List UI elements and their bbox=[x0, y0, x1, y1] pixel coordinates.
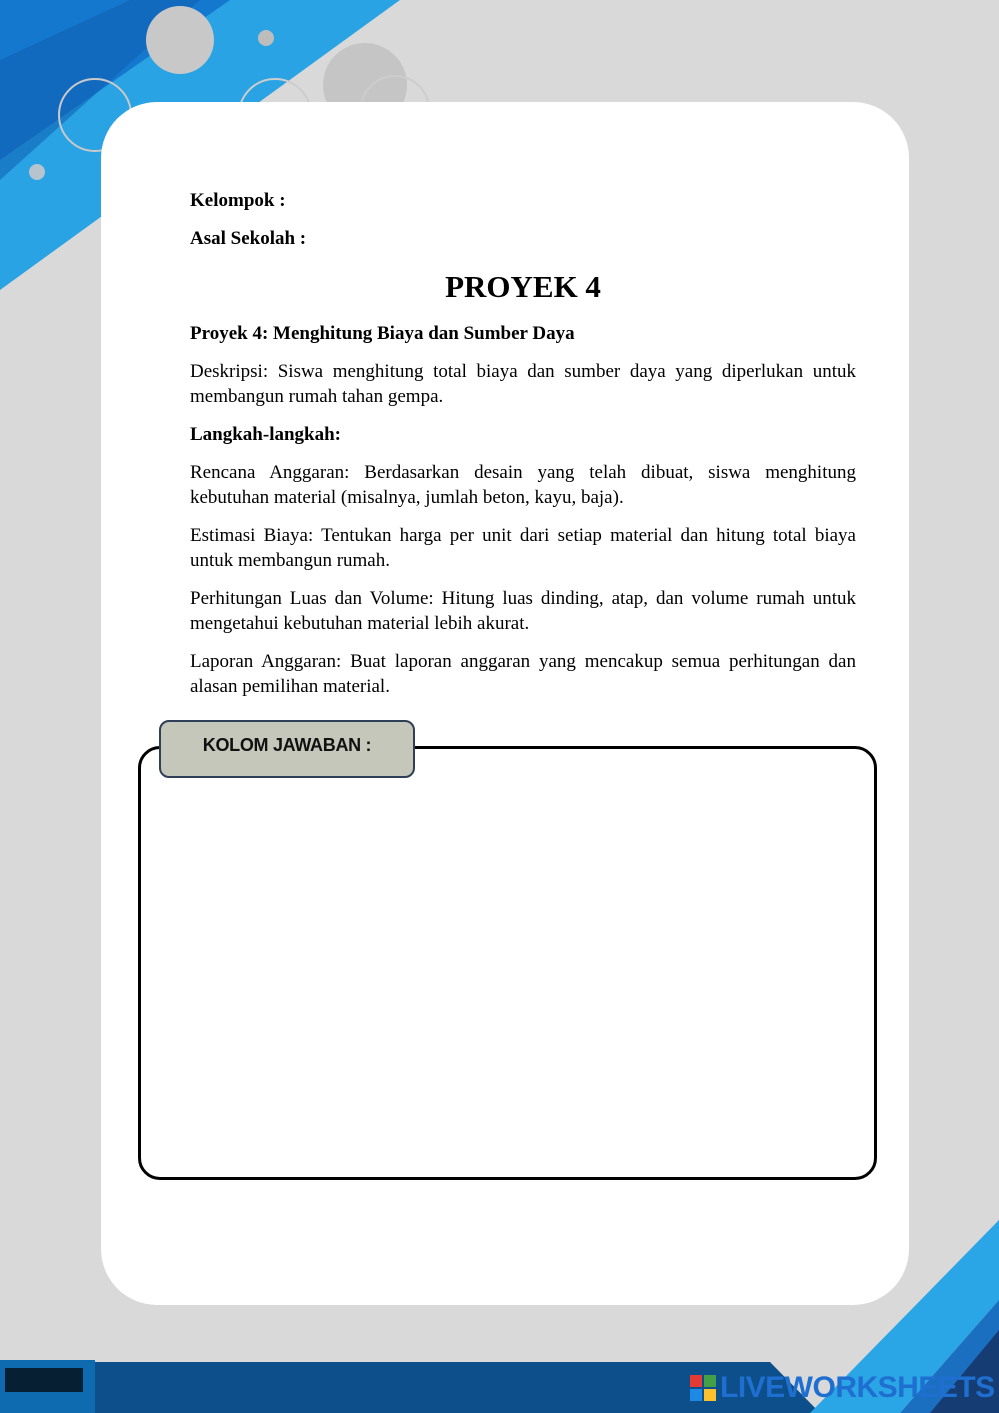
liveworksheets-brand bbox=[690, 1372, 995, 1404]
worksheet-content bbox=[190, 188, 856, 712]
liveworksheets-logo-icon bbox=[690, 1375, 716, 1401]
answer-text-area[interactable] bbox=[150, 790, 862, 1166]
project-subtitle: Proyek 4: Menghitung Biaya dan Sumber Daya bbox=[190, 323, 575, 344]
answer-tab-text: KOLOM JAWABAN : bbox=[202, 735, 372, 755]
asal-sekolah-label: Asal Sekolah : bbox=[190, 228, 307, 249]
step-item: Laporan Anggaran: Buat laporan anggaran yang mencakup semua perhitungan dan alasan pemilihan material. bbox=[190, 651, 856, 697]
liveworksheets-wordmark: LIVEWORKSHEETS bbox=[720, 1371, 995, 1404]
steps-heading: Langkah-langkah: bbox=[190, 424, 342, 445]
step-item: Estimasi Biaya: Tentukan harga per unit dari setiap material dan hitung total biaya untuk membangun rumah. bbox=[190, 525, 856, 571]
answer-tab-label bbox=[159, 720, 415, 778]
step-item: Perhitungan Luas dan Volume: Hitung luas dinding, atap, dan volume rumah untuk mengetahui kebutuhan material lebih akurat. bbox=[190, 588, 856, 634]
step-item: Rencana Anggaran: Berdasarkan desain yang telah dibuat, siswa menghitung kebutuhan material (misalnya, jumlah beton, kayu, baja). bbox=[190, 462, 856, 508]
kelompok-label: Kelompok : bbox=[190, 190, 286, 211]
page-title: PROYEK 4 bbox=[445, 269, 601, 304]
project-description: Deskripsi: Siswa menghitung total biaya dan sumber daya yang diperlukan untuk membangun rumah tahan gempa. bbox=[190, 361, 856, 407]
